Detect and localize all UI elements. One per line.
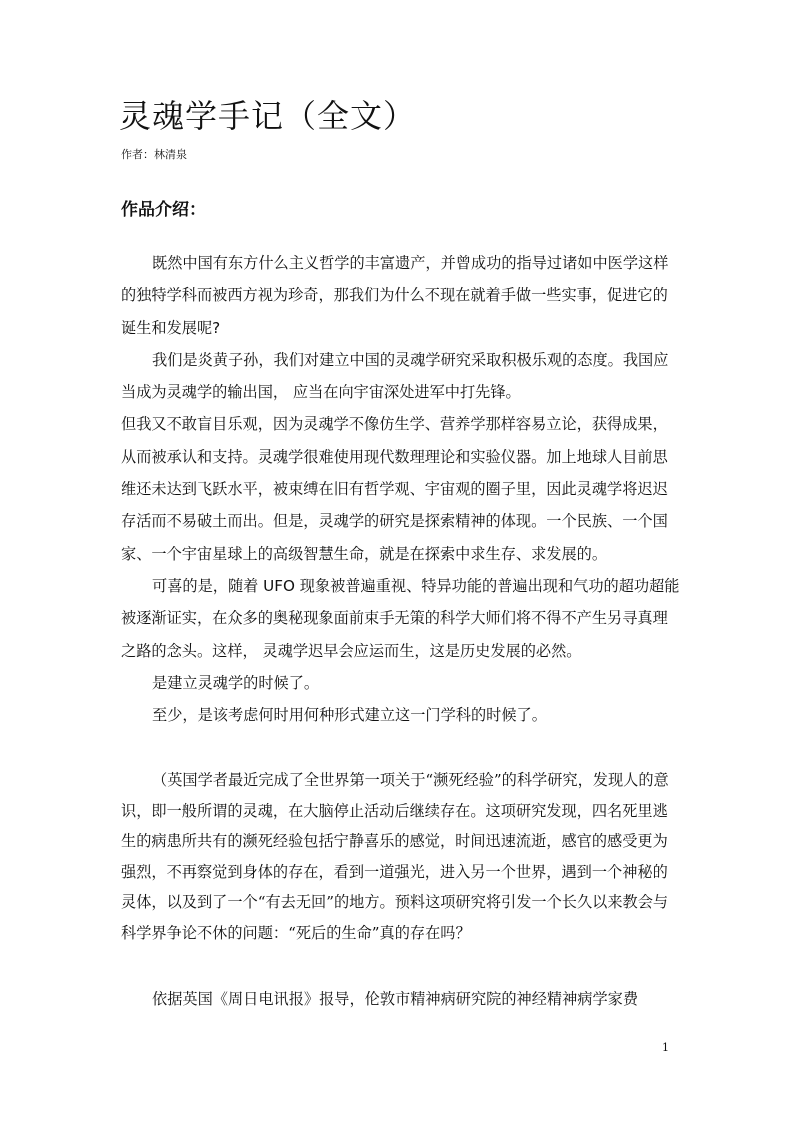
author-line: 作者：林清泉 xyxy=(121,148,187,161)
paragraph: 既然中国有东方什么主义哲学的丰富遗产，并曾成功的指导过诸如中医学这样的独特学科而被西方视为珍奇，那我们为什么不现在就着手做一些实事，促进它的诞生和发展呢? xyxy=(121,254,669,337)
paragraph: 但我又不敢盲目乐观，因为灵魂学不像仿生学、营养学那样容易立论，获得成果，从而被承认和支持。灵魂学很难使用现代数理理论和实验仪器。加上地球人目前思维还未达到飞跃水平，被束缚在旧有哲学观、宇宙观的圈子里，因此灵魂学将迟迟存活而不易破土而出。但是，灵魂学的研究是探索精神的体现。一个民族、一个国家、一个宇宙星球上的高级智慧生命，就是在探索中求生存、求发展的。 xyxy=(121,415,668,563)
paragraph: 可喜的是，随着 UFO 现象被普遍重视、特异功能的普遍出现和气功的超功超能被逐渐证实，在众多的奥秘现象面前束手无策的科学大师们将不得不产生另寻真理之路的念头。这样， 灵魂学迟早会应运而生，这是历史发展的必然。 xyxy=(121,576,680,660)
news-body xyxy=(121,765,681,948)
intro-body xyxy=(121,247,681,731)
page-number: 1 xyxy=(662,1041,669,1054)
paragraph: （英国学者最近完成了全世界第一项关于“濒死经验”的科学研究，发现人的意识，即一般所谓的灵魂，在大脑停止活动后继续存在。这项研究发现，四名死里逃生的病患所共有的濒死经验包括宁静喜乐的感觉，时间迅速流逝，感官的感受更为强烈，不再察觉到身体的存在，看到一道强光，进入另一个世界，遇到一个神秘的灵体，以及到了一个“有去无回”的地方。预料这项研究将引发一个长久以来教会与科学界争论不休的问题：“死后的生命”真的存在吗？ xyxy=(121,771,669,942)
document-title: 灵魂学手记（全文） xyxy=(119,97,417,135)
paragraph: 至少，是该考虑何时用何种形式建立这一门学科的时候了。 xyxy=(152,706,547,725)
intro-heading: 作品介绍： xyxy=(121,200,206,220)
news-body-continued xyxy=(121,984,681,1015)
paragraph: 是建立灵魂学的时候了。 xyxy=(152,673,320,692)
paragraph: 我们是炎黄子孙，我们对建立中国的灵魂学研究采取积极乐观的态度。我国应当成为灵魂学的输出国， 应当在向宇宙深处进军中打先锋。 xyxy=(121,350,669,402)
paragraph: 依据英国《周日电讯报》报导，伦敦市精神病研究院的神经精神病学家费 xyxy=(152,990,638,1008)
